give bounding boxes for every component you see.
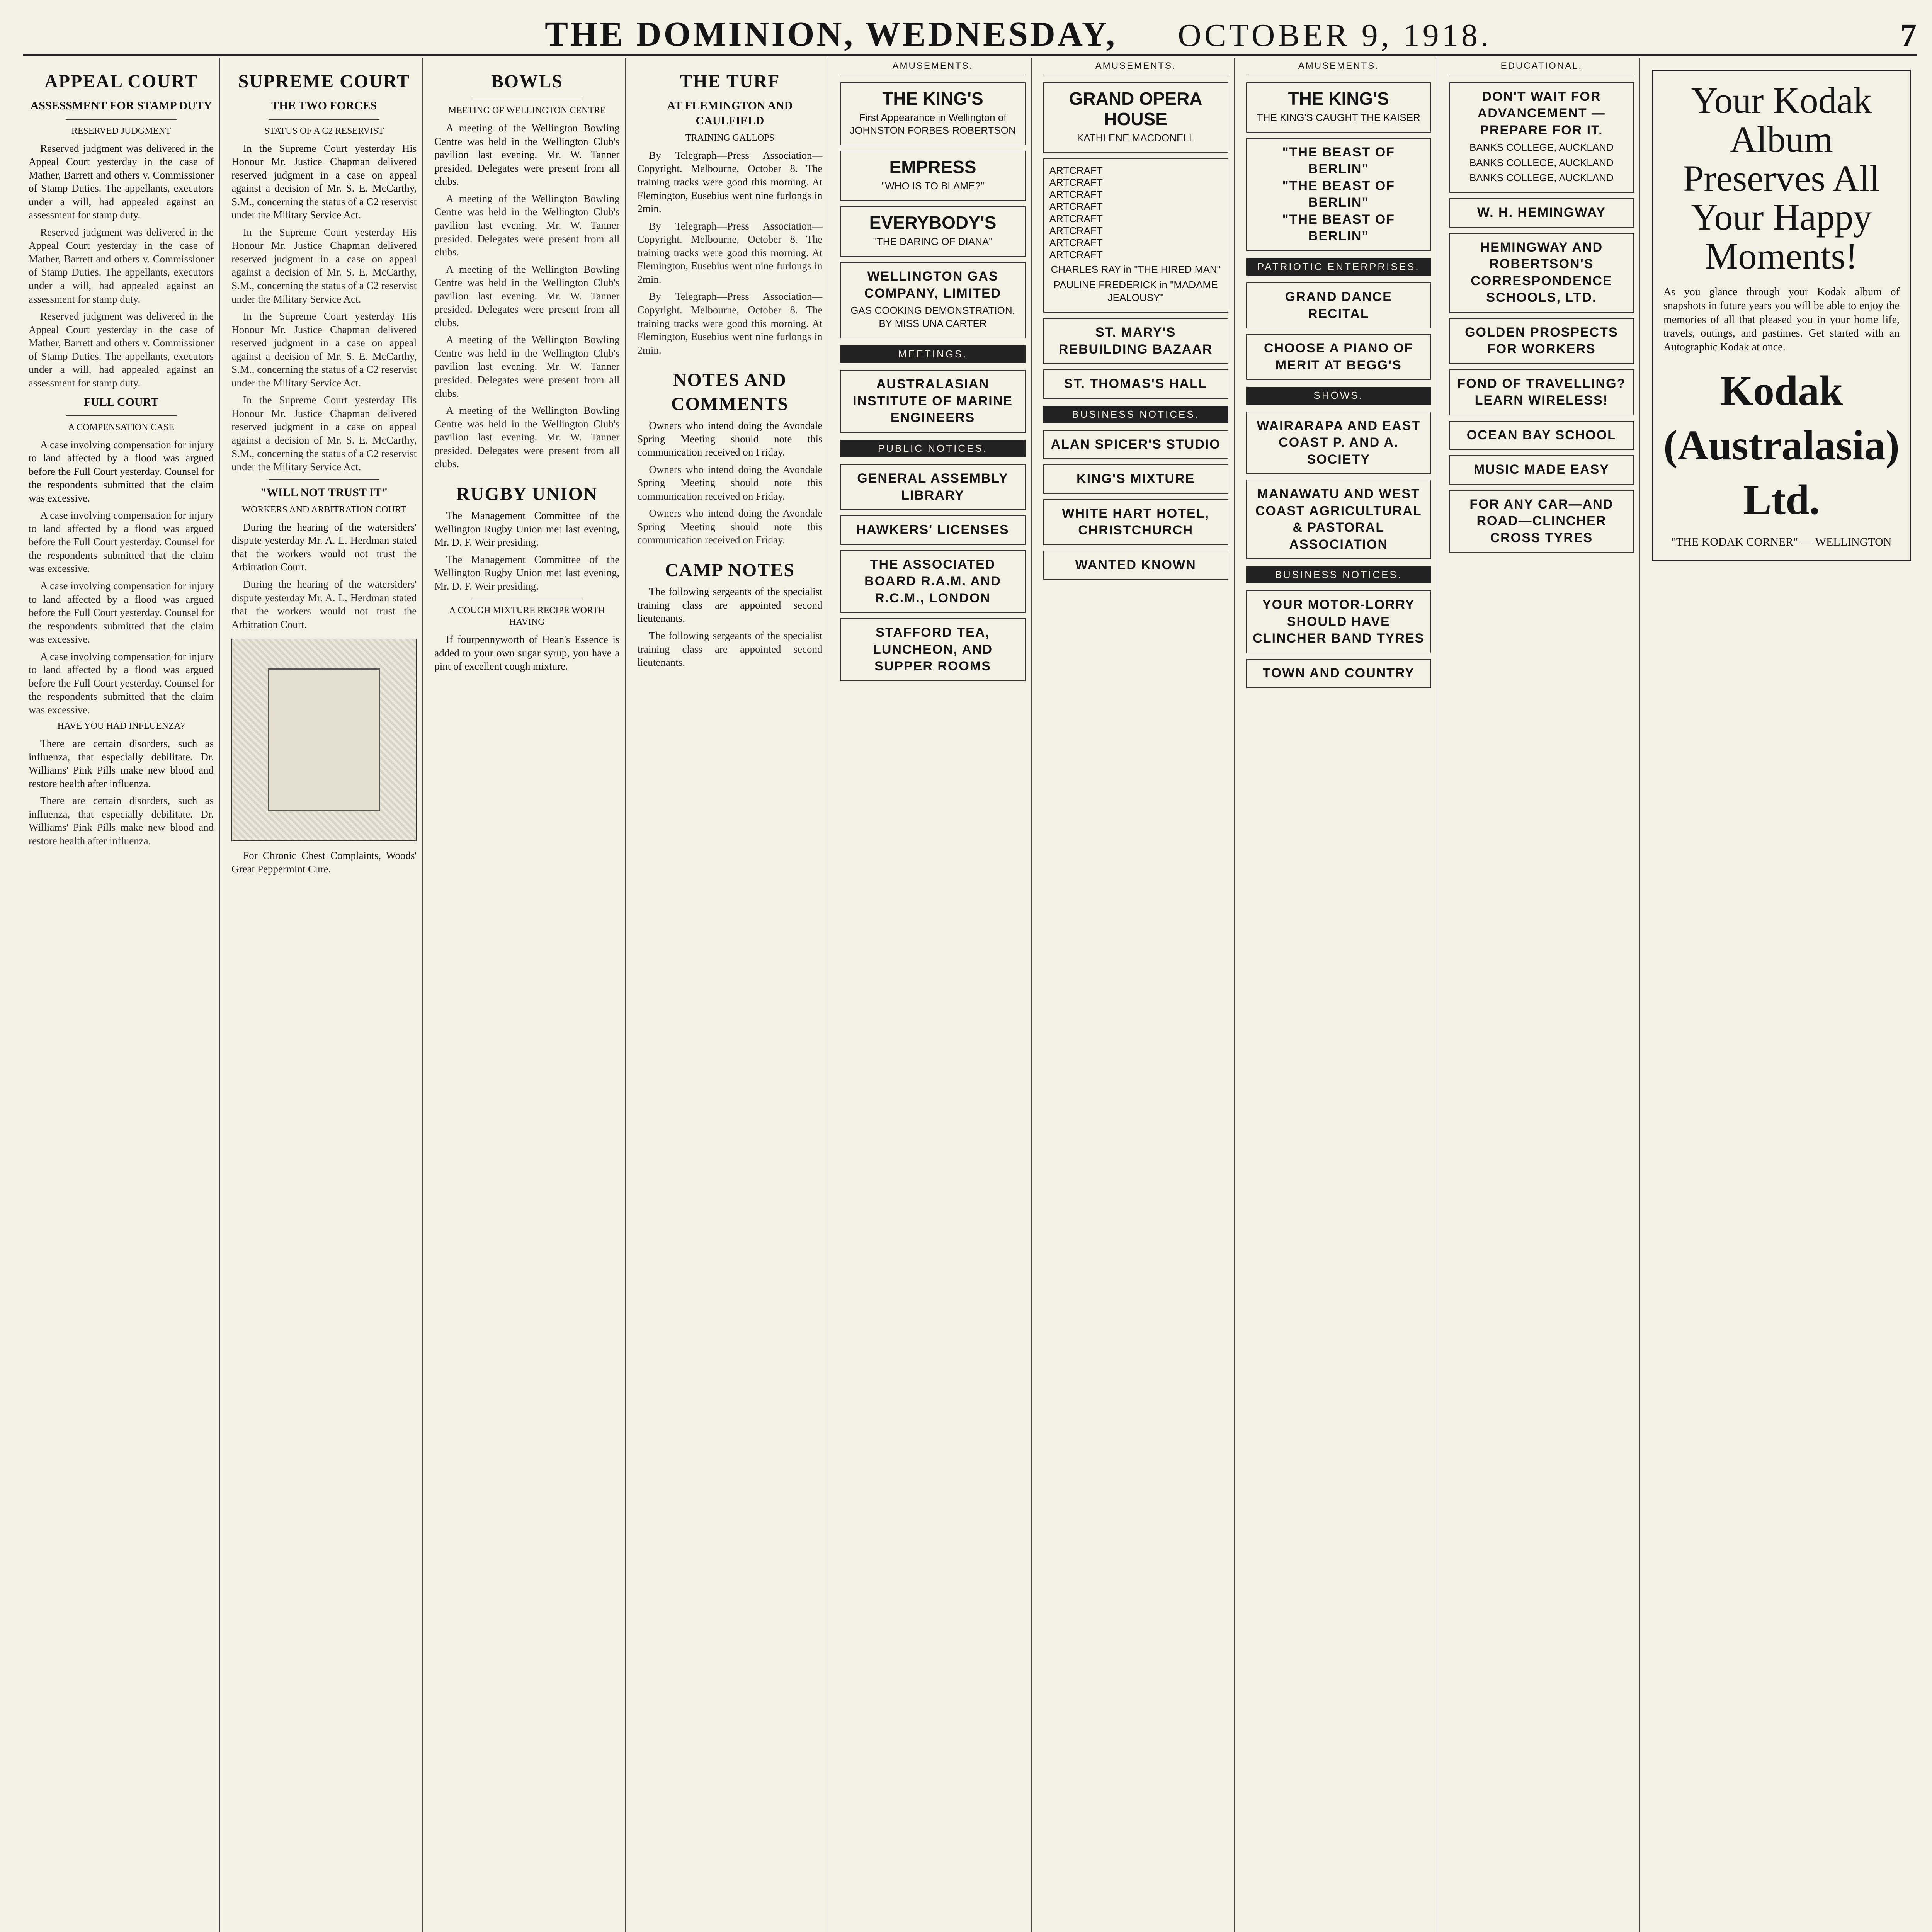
artcraft-item: ARTCRAFT bbox=[1049, 176, 1103, 188]
influenza-body-2: There are certain disorders, such as influenza, that especially debilitate. Dr. Williams' Pink Pills make new blood and restore health after influenza. bbox=[29, 795, 214, 847]
wairarapa-show-ad bbox=[1246, 412, 1431, 474]
artcraft-item: ARTCRAFT bbox=[1049, 224, 1103, 236]
business-notices-band: BUSINESS NOTICES. bbox=[1246, 566, 1431, 583]
ad-title: WHITE HART HOTEL, CHRISTCHURCH bbox=[1062, 506, 1209, 538]
bowls-body-5: A meeting of the Wellington Bowling Centre was held in the Wellington Club's pavilion last evening. Mr. W. Tanner presided. Delegates were present from all clubs. bbox=[434, 405, 620, 470]
appeal-court-sub1: ASSESSMENT FOR STAMP DUTY bbox=[30, 99, 212, 112]
turf-body-3: By Telegraph—Press Association—Copyright. Melbourne, October 8. The training tracks were good this morning. At Flemington, Eusebius went nine furlongs in 2min. bbox=[637, 291, 823, 356]
golden-prospects-ad bbox=[1449, 318, 1634, 364]
ad-line: KATHLENE MACDONELL bbox=[1077, 132, 1195, 144]
bowls-body-4: A meeting of the Wellington Bowling Centre was held in the Wellington Club's pavilion last evening. Mr. W. Tanner presided. Delegates were present from all clubs. bbox=[434, 334, 620, 399]
divider bbox=[269, 479, 379, 480]
everybodys-ad bbox=[840, 206, 1025, 257]
ad-title: HAWKERS' LICENSES bbox=[856, 522, 1009, 537]
hemingway-ad bbox=[1449, 198, 1634, 228]
stafford-tea-ad bbox=[840, 618, 1025, 681]
column-turf bbox=[632, 58, 828, 1932]
notes-body-3: Owners who intend doing the Avondale Spring Meeting should note this communication received on Friday. bbox=[637, 507, 823, 546]
kodak-headline: Your Kodak Album Preserves All Your Happy Moments! bbox=[1683, 80, 1880, 277]
compensation-body-3: A case involving compensation for injury to land affected by a flood was argued before the Full Court yesterday. Counsel for the respondents submitted that the claim was excessive. bbox=[29, 580, 214, 645]
public-notices-band: PUBLIC NOTICES. bbox=[840, 440, 1025, 457]
bowls-sub: MEETING OF WELLINGTON CENTRE bbox=[448, 105, 606, 116]
ad-title: DON'T WAIT FOR ADVANCEMENT —PREPARE FOR IT. bbox=[1477, 89, 1606, 138]
dance-recital-ad bbox=[1246, 282, 1431, 328]
wanted-known-ad bbox=[1043, 551, 1228, 580]
peppermint-cure-ad: For Chronic Chest Complaints, Woods' Great Peppermint Cure. bbox=[231, 850, 417, 875]
ad-line: GAS COOKING DEMONSTRATION, BY MISS UNA CARTER bbox=[850, 304, 1015, 329]
business-notices-band: BUSINESS NOTICES. bbox=[1043, 406, 1228, 423]
banks-college-ad bbox=[1449, 82, 1634, 193]
alan-spicer-ad bbox=[1043, 430, 1228, 459]
clincher-cross-tyres-ad bbox=[1449, 490, 1634, 553]
music-made-easy-ad bbox=[1449, 455, 1634, 485]
ad-title: "THE BEAST OF BERLIN" bbox=[1282, 178, 1395, 210]
ad-line: THE KING'S CAUGHT THE KAISER bbox=[1257, 111, 1420, 123]
compensation-body: A case involving compensation for injury to land affected by a flood was argued before the Full Court yesterday. Counsel for the respondents submitted that the claim was excessive. bbox=[29, 439, 214, 504]
column-amusements-1 bbox=[835, 58, 1031, 1932]
influenza-body: There are certain disorders, such as influenza, that especially debilitate. Dr. Williams' Pink Pills make new blood and restore health after influenza. bbox=[29, 738, 214, 789]
cough-mixture-title: A COUGH MIXTURE RECIPE WORTH HAVING bbox=[449, 605, 605, 628]
kodak-corner: "THE KODAK CORNER" — WELLINGTON bbox=[1671, 535, 1892, 548]
white-hart-ad bbox=[1043, 499, 1228, 545]
will-not-trust-title: "WILL NOT TRUST IT" bbox=[260, 486, 388, 499]
bowls-body-3: A meeting of the Wellington Bowling Centre was held in the Wellington Club's pavilion last evening. Mr. W. Tanner presided. Delegates were present from all clubs. bbox=[434, 263, 620, 328]
town-country-ad bbox=[1246, 659, 1431, 688]
rugby-body-2: The Management Committee of the Wellington Rugby Union met last evening, Mr. D. F. Weir presiding. bbox=[434, 553, 620, 592]
notes-body: Owners who intend doing the Avondale Spring Meeting should note this communication received on Friday. bbox=[637, 420, 823, 458]
ad-title: EVERYBODY'S bbox=[869, 213, 997, 233]
ad-title: EMPRESS bbox=[889, 157, 976, 177]
kings-theatre-ad bbox=[840, 82, 1025, 145]
ocean-bay-school-ad bbox=[1449, 421, 1634, 450]
camp-notes-body-2: The following sergeants of the specialist training class are appointed second lieutenants. bbox=[637, 630, 823, 668]
appeal-court-body-2: Reserved judgment was delivered in the Appeal Court yesterday in the case of Mather, Barrett and others v. Commissioner of Stamp Duties. The appellants, executors under a will, had appealed against an assessment for stamp duty. bbox=[29, 226, 214, 305]
column-appeal-court bbox=[23, 58, 220, 1932]
column-amusements-3 bbox=[1241, 58, 1437, 1932]
ad-title: "THE BEAST OF BERLIN" bbox=[1282, 145, 1395, 177]
ad-title: GRAND DANCE RECITAL bbox=[1285, 289, 1392, 321]
ad-title: FOR ANY CAR—AND ROAD—CLINCHER CROSS TYRES bbox=[1469, 497, 1614, 545]
hawkers-licenses-ad bbox=[840, 515, 1025, 545]
appeal-court-sub2: RESERVED JUDGMENT bbox=[71, 126, 171, 136]
ad-line: First Appearance in Wellington of JOHNSTON FORBES-ROBERTSON bbox=[850, 111, 1016, 136]
ad-title: ALAN SPICER'S STUDIO bbox=[1051, 437, 1221, 452]
artcraft-list bbox=[1049, 165, 1222, 261]
appeal-court-body-3: Reserved judgment was delivered in the Appeal Court yesterday in the case of Mather, Barrett and others v. Commissioner of Stamp Duties. The appellants, executors under a will, had appealed against an assessment for stamp duty. bbox=[29, 310, 214, 389]
supreme-court-sub1: THE TWO FORCES bbox=[271, 99, 377, 112]
turf-body-2: By Telegraph—Press Association—Copyright. Melbourne, October 8. The training tracks were good this morning. At Flemington, Eusebius went nine furlongs in 2min. bbox=[637, 220, 823, 285]
artcraft-item: ARTCRAFT bbox=[1049, 201, 1103, 213]
compensation-body-2: A case involving compensation for injury to land affected by a flood was argued before the Full Court yesterday. Counsel for the respondents submitted that the claim was excessive. bbox=[29, 509, 214, 575]
page-number: 7 bbox=[1900, 17, 1917, 53]
artcraft-item: ARTCRAFT bbox=[1049, 236, 1103, 248]
rugby-body: The Management Committee of the Wellington Rugby Union met last evening, Mr. D. F. Weir presiding. bbox=[434, 510, 620, 548]
column-bowls bbox=[429, 58, 626, 1932]
kodak-body: As you glance through your Kodak album of snapshots in future years you will be able to enjoy the memories of all that pleased you in your home life, travels, outings, and pastimes. Get started with an Autographic Kodak at once. bbox=[1663, 286, 1900, 354]
full-court-heading: FULL COURT bbox=[83, 396, 159, 409]
workers-body-2: During the hearing of the watersiders' dispute yesterday Mr. A. L. Herdman stated that the workers would not trust the Arbitration Court. bbox=[231, 578, 417, 630]
beast-of-berlin-ad bbox=[1246, 138, 1431, 251]
divider bbox=[269, 119, 379, 120]
bowls-body: A meeting of the Wellington Bowling Centre was held in the Wellington Club's pavilion last evening. Mr. W. Tanner presided. Delegates were present from all clubs. bbox=[434, 122, 620, 187]
assembly-library-ad bbox=[840, 464, 1025, 510]
appeal-court-title: APPEAL COURT bbox=[44, 71, 198, 92]
column-educational bbox=[1444, 58, 1640, 1932]
camp-notes-body: The following sergeants of the specialist training class are appointed second lieutenants. bbox=[637, 586, 823, 624]
supreme-court-sub2: STATUS OF A C2 RESERVIST bbox=[264, 126, 384, 136]
ad-title: YOUR MOTOR-LORRY SHOULD HAVE CLINCHER BAND TYRES bbox=[1253, 597, 1425, 646]
artcraft-item: ARTCRAFT bbox=[1049, 164, 1103, 176]
masthead bbox=[23, 8, 1917, 56]
bowls-body-2: A meeting of the Wellington Bowling Centre was held in the Wellington Club's pavilion last evening. Mr. W. Tanner presided. Delegates were present from all clubs. bbox=[434, 192, 620, 258]
bowls-title: BOWLS bbox=[491, 71, 563, 92]
artcraft-ad bbox=[1043, 158, 1228, 313]
artcraft-item: ARTCRAFT bbox=[1049, 249, 1103, 261]
rugby-union-title: RUGBY UNION bbox=[456, 483, 598, 504]
associated-board-ad bbox=[840, 550, 1025, 613]
ad-title: CHOOSE A PIANO OF MERIT AT BEGG'S bbox=[1264, 341, 1413, 372]
divider bbox=[66, 415, 177, 416]
masthead-paper: THE DOMINION, WEDNESDAY, bbox=[545, 15, 1117, 53]
kings-kaiser-ad bbox=[1246, 82, 1431, 133]
turf-body: By Telegraph—Press Association—Copyright. Melbourne, October 8. The training tracks were good this morning. At Flemington, Eusebius went nine furlongs in 2min. bbox=[637, 149, 823, 215]
ad-title: GENERAL ASSEMBLY LIBRARY bbox=[857, 471, 1009, 503]
ad-title: WELLINGTON GAS COMPANY, LIMITED bbox=[864, 269, 1002, 301]
influenza-heading: HAVE YOU HAD INFLUENZA? bbox=[57, 721, 185, 731]
ad-title: THE KING'S bbox=[882, 88, 983, 109]
workers-body: During the hearing of the watersiders' dispute yesterday Mr. A. L. Herdman stated that the workers would not trust the Arbitration Court. bbox=[231, 521, 417, 573]
divider bbox=[66, 119, 177, 120]
compensation-case-title: A COMPENSATION CASE bbox=[68, 422, 174, 432]
ad-line: "THE DARING OF DIANA" bbox=[873, 236, 993, 248]
column-kodak bbox=[1646, 58, 1917, 1932]
opera-house-ad bbox=[1043, 82, 1228, 153]
kodak-brand: Kodak (Australasia) Ltd. bbox=[1663, 367, 1900, 523]
manawatu-show-ad bbox=[1246, 480, 1431, 559]
patriotic-band: PATRIOTIC ENTERPRISES. bbox=[1246, 258, 1431, 276]
st-marys-bazaar-ad bbox=[1043, 318, 1228, 364]
ad-title: THE ASSOCIATED BOARD R.A.M. AND R.C.M., LONDON bbox=[864, 557, 1001, 605]
ad-line: BANKS COLLEGE, AUCKLAND bbox=[1469, 141, 1614, 153]
ad-title: STAFFORD TEA, LUNCHEON, AND SUPPER ROOMS bbox=[873, 625, 993, 674]
supreme-court-body-2: In the Supreme Court yesterday His Honour Mr. Justice Chapman delivered reserved judgment in a case on appeal against a decision of Mr. S. E. McCarthy, S.M., concerning the status of a C2 reservist under the Military Service Act. bbox=[231, 226, 417, 305]
ad-title: TOWN AND COUNTRY bbox=[1262, 665, 1415, 680]
column-supreme-court bbox=[226, 58, 423, 1932]
st-thomas-hall-ad bbox=[1043, 369, 1228, 399]
woods-peppermint-illustration bbox=[231, 639, 417, 841]
illustration-frame bbox=[268, 668, 380, 811]
correspondence-schools-ad bbox=[1449, 233, 1634, 313]
amusements-header: AMUSEMENTS. bbox=[840, 58, 1025, 75]
notes-body-2: Owners who intend doing the Avondale Spring Meeting should note this communication received on Friday. bbox=[637, 463, 823, 502]
cough-mixture-body: If fourpennyworth of Hean's Essence is added to your own sugar syrup, you have a pint of excellent cough mixture. bbox=[434, 633, 620, 672]
artcraft-item: ARTCRAFT bbox=[1049, 189, 1103, 201]
compensation-body-4: A case involving compensation for injury to land affected by a flood was argued before the Full Court yesterday. Counsel for the respondents submitted that the claim was excessive. bbox=[29, 650, 214, 716]
supreme-court-body-3: In the Supreme Court yesterday His Honour Mr. Justice Chapman delivered reserved judgment in a case on appeal against a decision of Mr. S. E. McCarthy, S.M., concerning the status of a C2 reservist under the Military Service Act. bbox=[231, 310, 417, 389]
ad-title: W. H. HEMINGWAY bbox=[1477, 205, 1606, 220]
gas-company-ad bbox=[840, 262, 1025, 338]
newspaper-columns bbox=[23, 58, 1917, 1932]
notes-comments-title: NOTES AND COMMENTS bbox=[671, 370, 789, 414]
kodak-ad bbox=[1652, 70, 1911, 561]
ad-title: THE KING'S bbox=[1288, 88, 1389, 109]
ad-title: ST. MARY'S REBUILDING BAZAAR bbox=[1058, 325, 1213, 357]
amusements-header: AMUSEMENTS. bbox=[1246, 58, 1431, 75]
empress-ad bbox=[840, 151, 1025, 201]
ad-title: KING'S MIXTURE bbox=[1077, 471, 1195, 486]
ad-title: AUSTRALASIAN INSTITUTE OF MARINE ENGINEERS bbox=[853, 377, 1013, 425]
ad-line: "WHO IS TO BLAME?" bbox=[881, 180, 985, 192]
ad-title: GRAND OPERA HOUSE bbox=[1069, 88, 1202, 129]
workers-arbitration-sub: WORKERS AND ARBITRATION COURT bbox=[242, 505, 406, 515]
column-amusements-2 bbox=[1038, 58, 1235, 1932]
ad-title: WAIRARAPA AND EAST COAST P. AND A. SOCIETY bbox=[1257, 418, 1421, 467]
clincher-tyres-ad bbox=[1246, 590, 1431, 653]
supreme-court-body-4: In the Supreme Court yesterday His Honour Mr. Justice Chapman delivered reserved judgment in a case on appeal against a decision of Mr. S. E. McCarthy, S.M., concerning the status of a C2 reservist under the Military Service Act. bbox=[231, 394, 417, 473]
amusements-header: AMUSEMENTS. bbox=[1043, 58, 1228, 75]
meetings-band: MEETINGS. bbox=[840, 345, 1025, 363]
turf-sub2: TRAINING GALLOPS bbox=[685, 133, 774, 143]
beggs-piano-ad bbox=[1246, 334, 1431, 380]
camp-notes-title: CAMP NOTES bbox=[665, 560, 795, 580]
ad-title: ST. THOMAS'S HALL bbox=[1064, 376, 1208, 391]
supreme-court-body: In the Supreme Court yesterday His Honour Mr. Justice Chapman delivered reserved judgment in a case on appeal against a decision of Mr. S. E. McCarthy, S.M., concerning the status of a C2 reservist under the Military Service Act. bbox=[231, 142, 417, 221]
supreme-court-title: SUPREME COURT bbox=[238, 71, 410, 92]
educational-header: EDUCATIONAL. bbox=[1449, 58, 1634, 75]
turf-title: THE TURF bbox=[680, 71, 780, 92]
turf-sub1: AT FLEMINGTON AND CAULFIELD bbox=[667, 99, 793, 127]
ad-title: WANTED KNOWN bbox=[1075, 557, 1196, 572]
ad-title: HEMINGWAY AND ROBERTSON'S CORRESPONDENCE SCHOOLS, LTD. bbox=[1471, 240, 1612, 305]
ad-line: BANKS COLLEGE, AUCKLAND bbox=[1469, 156, 1614, 168]
ad-title: FOND OF TRAVELLING? LEARN WIRELESS! bbox=[1457, 376, 1626, 408]
ad-title: GOLDEN PROSPECTS FOR WORKERS bbox=[1465, 325, 1618, 357]
marine-engineers-ad bbox=[840, 370, 1025, 433]
ad-title: OCEAN BAY SCHOOL bbox=[1466, 427, 1616, 442]
ad-title: MUSIC MADE EASY bbox=[1473, 462, 1609, 477]
appeal-court-body: Reserved judgment was delivered in the Appeal Court yesterday in the case of Mather, Barrett and others v. Commissioner of Stamp Duties. The appellants, executors under a will, had appealed against an assessment for stamp duty. bbox=[29, 142, 214, 221]
ad-line: BANKS COLLEGE, AUCKLAND bbox=[1469, 172, 1614, 184]
artcraft-item: ARTCRAFT bbox=[1049, 213, 1103, 224]
masthead-date: OCTOBER 9, 1918. bbox=[1178, 17, 1492, 53]
kings-mixture-ad bbox=[1043, 464, 1228, 494]
ad-title: MANAWATU AND WEST COAST AGRICULTURAL & PASTORAL ASSOCIATION bbox=[1255, 486, 1422, 552]
shows-band: SHOWS. bbox=[1246, 387, 1431, 404]
ad-line: PAULINE FREDERICK in "MADAME JEALOUSY" bbox=[1053, 279, 1218, 303]
ad-line: CHARLES RAY in "THE HIRED MAN" bbox=[1051, 264, 1221, 276]
learn-wireless-ad bbox=[1449, 369, 1634, 415]
ad-title: "THE BEAST OF BERLIN" bbox=[1282, 212, 1395, 244]
